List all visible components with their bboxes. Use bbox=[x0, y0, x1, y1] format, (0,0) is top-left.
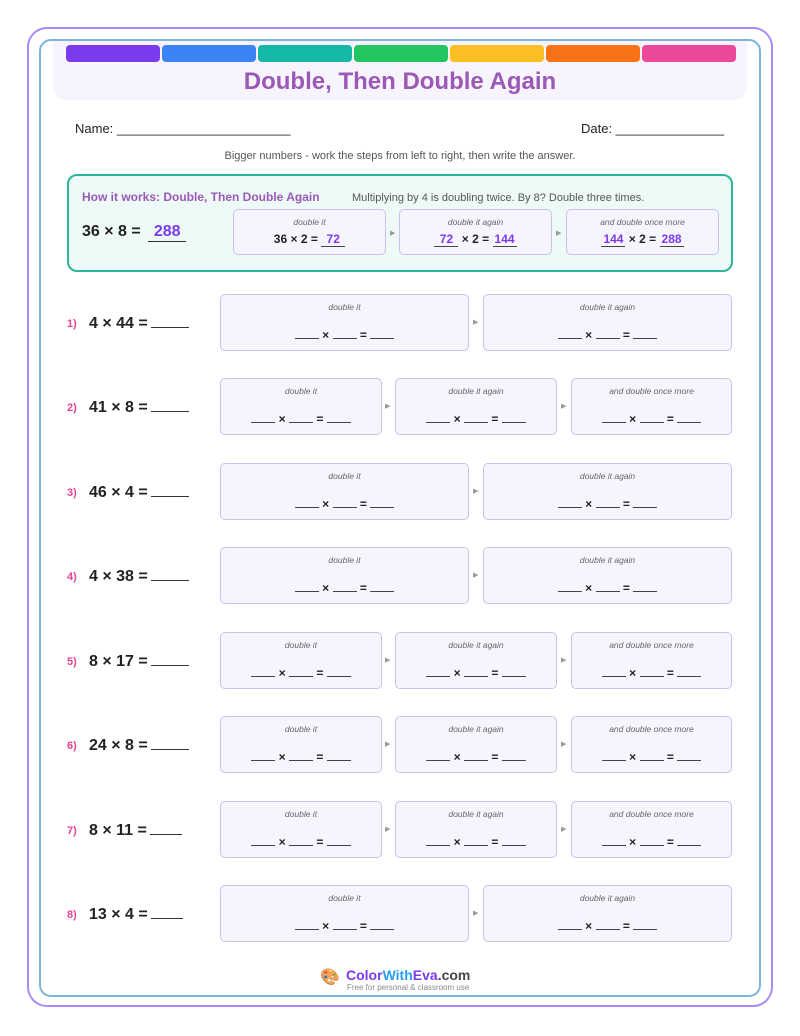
operator-symbol: = bbox=[313, 666, 327, 680]
step-box bbox=[571, 801, 732, 858]
operator-symbol: = bbox=[356, 497, 371, 511]
arrow-right-icon: ▶ bbox=[390, 230, 396, 237]
blank-result[interactable] bbox=[370, 328, 394, 339]
arrow-right-icon: ▶ bbox=[561, 403, 567, 410]
step-result-value: 288 bbox=[661, 232, 682, 246]
step-caption: double it again bbox=[448, 386, 504, 396]
step-box bbox=[483, 547, 732, 604]
blank-multiplier[interactable] bbox=[289, 412, 313, 423]
step-equation bbox=[572, 750, 731, 764]
blank-multiplier[interactable] bbox=[596, 581, 620, 592]
step-box bbox=[220, 294, 469, 351]
step-multiplier: 2 bbox=[300, 232, 308, 246]
problem-number: 7) bbox=[67, 825, 77, 837]
operator-symbol: × bbox=[625, 412, 640, 426]
problem-number: 8) bbox=[67, 909, 77, 921]
arrow-right-icon: ▶ bbox=[473, 910, 479, 917]
blank-input[interactable] bbox=[251, 750, 275, 761]
step-equation bbox=[572, 835, 731, 849]
step-caption: double it bbox=[328, 893, 361, 903]
step-equation bbox=[484, 328, 731, 342]
operator-symbol: = bbox=[619, 919, 634, 933]
example-problem bbox=[82, 223, 186, 242]
step-equation bbox=[572, 666, 731, 680]
operator-symbol: × bbox=[275, 412, 289, 426]
operator-symbol: = bbox=[356, 919, 371, 933]
step-box bbox=[220, 463, 469, 520]
problem-text bbox=[89, 821, 182, 840]
arrow-right-icon: ▶ bbox=[473, 572, 479, 579]
step-equation bbox=[396, 666, 556, 680]
problem-number: 3) bbox=[67, 487, 77, 499]
problem-expression: 24 × 8 = bbox=[89, 737, 148, 754]
answer-blank[interactable] bbox=[151, 905, 183, 919]
problem-expression: 46 × 4 = bbox=[89, 484, 148, 501]
operator-symbol: × bbox=[450, 666, 464, 680]
step-caption: double it bbox=[284, 724, 318, 734]
arrow-right-icon: ▶ bbox=[556, 230, 562, 237]
blank-result[interactable] bbox=[327, 666, 351, 677]
blank-input[interactable] bbox=[295, 497, 319, 508]
arrow-right-icon: ▶ bbox=[385, 741, 391, 748]
arrow-right-icon: ▶ bbox=[473, 488, 479, 495]
blank-result[interactable] bbox=[370, 919, 394, 930]
step-equation bbox=[396, 412, 556, 426]
color-strip-segment bbox=[258, 45, 352, 62]
step-equation bbox=[221, 666, 381, 680]
blank-multiplier[interactable] bbox=[289, 750, 313, 761]
operator-symbol: = bbox=[488, 412, 502, 426]
operator-symbol: × bbox=[450, 835, 464, 849]
step-equation bbox=[221, 497, 468, 511]
blank-input[interactable] bbox=[426, 666, 450, 677]
step-caption: double it bbox=[328, 555, 361, 565]
problem-text bbox=[89, 398, 189, 417]
color-strip-segment bbox=[450, 45, 544, 62]
operator-symbol: = bbox=[478, 232, 493, 246]
step-caption: double it bbox=[328, 302, 361, 312]
name-field[interactable]: Name: ________________________ bbox=[75, 121, 291, 136]
blank-input[interactable] bbox=[602, 835, 626, 846]
step-caption: and double once more bbox=[600, 217, 685, 227]
answer-blank[interactable] bbox=[151, 736, 189, 750]
operator-symbol: × bbox=[275, 835, 289, 849]
blank-result[interactable] bbox=[327, 750, 351, 761]
problem-number: 4) bbox=[67, 571, 77, 583]
problem-text bbox=[89, 314, 189, 333]
blank-input[interactable] bbox=[558, 328, 582, 339]
step-equation bbox=[396, 750, 556, 764]
answer-blank[interactable] bbox=[151, 483, 189, 497]
problem-text bbox=[89, 905, 183, 924]
problem-text bbox=[89, 652, 189, 671]
step-box bbox=[220, 632, 382, 689]
blank-input[interactable] bbox=[295, 919, 319, 930]
operator-symbol: × bbox=[450, 412, 464, 426]
blank-result[interactable] bbox=[677, 835, 701, 846]
step-caption: double it bbox=[284, 386, 318, 396]
operator-symbol: × bbox=[275, 750, 289, 764]
operator-symbol: × bbox=[318, 497, 333, 511]
blank-multiplier[interactable] bbox=[640, 666, 664, 677]
step-caption: double it again bbox=[448, 640, 504, 650]
blank-multiplier[interactable] bbox=[596, 497, 620, 508]
step-equation bbox=[234, 232, 385, 247]
blank-multiplier[interactable] bbox=[640, 835, 664, 846]
step-box bbox=[220, 716, 382, 773]
step-caption: double it again bbox=[448, 809, 504, 819]
operator-symbol: × bbox=[625, 666, 640, 680]
operator-symbol: × bbox=[275, 666, 289, 680]
step-box bbox=[220, 885, 469, 942]
color-strip-segment bbox=[546, 45, 640, 62]
step-caption: double it again bbox=[579, 555, 636, 565]
operator-symbol: = bbox=[488, 835, 502, 849]
operator-symbol: × bbox=[625, 835, 640, 849]
blank-input[interactable] bbox=[426, 750, 450, 761]
blank-input[interactable] bbox=[251, 835, 275, 846]
blank-result[interactable] bbox=[370, 497, 394, 508]
blank-multiplier[interactable] bbox=[640, 412, 664, 423]
step-equation bbox=[221, 581, 468, 595]
blank-multiplier[interactable] bbox=[333, 581, 357, 592]
blank-input[interactable] bbox=[295, 581, 319, 592]
operator-symbol: × bbox=[581, 328, 596, 342]
problem-expression: 4 × 38 = bbox=[89, 568, 148, 585]
step-caption: double it bbox=[284, 640, 318, 650]
rainbow-color-strip bbox=[66, 45, 736, 62]
example-title: How it works: Double, Then Double Again bbox=[82, 190, 320, 204]
step-caption: double it again bbox=[579, 302, 636, 312]
blank-multiplier[interactable] bbox=[464, 666, 488, 677]
step-equation bbox=[484, 497, 731, 511]
blank-multiplier[interactable] bbox=[464, 412, 488, 423]
step-box bbox=[220, 378, 382, 435]
blank-result[interactable] bbox=[633, 581, 657, 592]
operator-symbol: = bbox=[663, 750, 678, 764]
color-strip-segment bbox=[162, 45, 256, 62]
step-caption: double it again bbox=[579, 471, 636, 481]
step-box bbox=[399, 209, 552, 255]
problem-expression: 8 × 17 = bbox=[89, 653, 148, 670]
blank-result[interactable] bbox=[633, 919, 657, 930]
blank-result[interactable] bbox=[502, 412, 526, 423]
arrow-right-icon: ▶ bbox=[385, 657, 391, 664]
step-box bbox=[220, 547, 469, 604]
step-box bbox=[395, 716, 557, 773]
answer-blank[interactable] bbox=[151, 652, 189, 666]
arrow-right-icon: ▶ bbox=[473, 319, 479, 326]
step-box bbox=[571, 378, 732, 435]
step-multiplier: 2 bbox=[639, 232, 646, 246]
color-strip-segment bbox=[642, 45, 736, 62]
step-box bbox=[483, 294, 732, 351]
example-note: Multiplying by 4 is doubling twice. By 8? Double three times. bbox=[352, 192, 645, 204]
arrow-right-icon: ▶ bbox=[385, 403, 391, 410]
step-caption: and double once more bbox=[609, 724, 694, 734]
step-result-value: 144 bbox=[494, 232, 515, 246]
operator-symbol: = bbox=[619, 497, 634, 511]
blank-input[interactable] bbox=[251, 666, 275, 677]
step-box bbox=[483, 463, 732, 520]
operator-symbol: × bbox=[318, 581, 333, 595]
problem-number: 6) bbox=[67, 740, 77, 752]
step-box bbox=[220, 801, 382, 858]
blank-result[interactable] bbox=[677, 666, 701, 677]
color-strip-segment bbox=[66, 45, 160, 62]
blank-input[interactable] bbox=[426, 835, 450, 846]
step-equation bbox=[572, 412, 731, 426]
blank-input[interactable] bbox=[558, 581, 582, 592]
blank-result[interactable] bbox=[633, 328, 657, 339]
step-box bbox=[571, 632, 732, 689]
operator-symbol: = bbox=[645, 232, 660, 246]
operator-symbol: = bbox=[307, 232, 322, 246]
step-box bbox=[233, 209, 386, 255]
blank-input[interactable] bbox=[426, 412, 450, 423]
blank-result[interactable] bbox=[327, 412, 351, 423]
operator-symbol: × bbox=[625, 232, 640, 246]
blank-result[interactable] bbox=[370, 581, 394, 592]
answer-blank[interactable] bbox=[151, 567, 189, 581]
arrow-right-icon: ▶ bbox=[561, 741, 567, 748]
operator-symbol: = bbox=[313, 750, 327, 764]
problem-number: 2) bbox=[67, 402, 77, 414]
blank-result[interactable] bbox=[327, 835, 351, 846]
blank-input[interactable] bbox=[558, 497, 582, 508]
step-caption: double it bbox=[293, 217, 326, 227]
operator-symbol: = bbox=[356, 581, 371, 595]
operator-symbol: = bbox=[313, 835, 327, 849]
operator-symbol: × bbox=[581, 919, 596, 933]
blank-input[interactable] bbox=[558, 919, 582, 930]
step-box bbox=[395, 378, 557, 435]
worksheet-title: Double, Then Double Again bbox=[243, 68, 557, 95]
step-input-value: 144 bbox=[603, 232, 624, 246]
step-caption: double it again bbox=[447, 217, 504, 227]
step-equation bbox=[396, 835, 556, 849]
blank-result[interactable] bbox=[633, 497, 657, 508]
step-box bbox=[571, 716, 732, 773]
blank-result[interactable] bbox=[677, 750, 701, 761]
blank-multiplier[interactable] bbox=[596, 328, 620, 339]
problem-expression: 13 × 4 = bbox=[89, 906, 148, 923]
operator-symbol: × bbox=[581, 581, 596, 595]
step-caption: double it bbox=[284, 809, 318, 819]
blank-multiplier[interactable] bbox=[333, 919, 357, 930]
step-equation bbox=[221, 328, 468, 342]
operator-symbol: = bbox=[619, 328, 634, 342]
step-equation bbox=[221, 835, 381, 849]
brand-name: ColorWithEva.com bbox=[346, 967, 471, 983]
step-input-value: 72 bbox=[434, 232, 458, 247]
step-caption: double it bbox=[328, 471, 361, 481]
step-caption: and double once more bbox=[609, 640, 694, 650]
blank-result[interactable] bbox=[502, 666, 526, 677]
arrow-right-icon: ▶ bbox=[385, 826, 391, 833]
blank-result[interactable] bbox=[677, 412, 701, 423]
step-equation bbox=[400, 232, 551, 247]
operator-symbol: × bbox=[318, 919, 333, 933]
operator-symbol: × bbox=[581, 497, 596, 511]
blank-multiplier[interactable] bbox=[289, 666, 313, 677]
operator-symbol: × bbox=[458, 232, 473, 246]
operator-symbol: × bbox=[450, 750, 464, 764]
arrow-right-icon: ▶ bbox=[561, 826, 567, 833]
footer-tagline: Free for personal & classroom use bbox=[347, 983, 470, 992]
date-field[interactable]: Date: _______________ bbox=[581, 121, 725, 136]
step-multiplier: 2 bbox=[472, 232, 479, 246]
blank-multiplier[interactable] bbox=[640, 750, 664, 761]
operator-symbol: = bbox=[663, 666, 678, 680]
blank-multiplier[interactable] bbox=[333, 328, 357, 339]
instructions: Bigger numbers - work the steps from left to right, then write the answer. bbox=[224, 150, 576, 162]
step-equation bbox=[567, 232, 718, 247]
step-equation bbox=[484, 581, 731, 595]
blank-multiplier[interactable] bbox=[464, 835, 488, 846]
step-caption: double it again bbox=[579, 893, 636, 903]
step-equation bbox=[221, 412, 381, 426]
problem-text bbox=[89, 567, 189, 586]
step-box bbox=[395, 801, 557, 858]
operator-symbol: = bbox=[488, 750, 502, 764]
blank-input[interactable] bbox=[295, 328, 319, 339]
problem-expression: 8 × 11 = bbox=[89, 822, 147, 839]
operator-symbol: = bbox=[663, 835, 678, 849]
operator-symbol: × bbox=[318, 328, 333, 342]
blank-multiplier[interactable] bbox=[464, 750, 488, 761]
blank-result[interactable] bbox=[502, 750, 526, 761]
blank-input[interactable] bbox=[602, 750, 626, 761]
blank-input[interactable] bbox=[602, 412, 626, 423]
problem-text bbox=[89, 483, 189, 502]
step-caption: double it again bbox=[448, 724, 504, 734]
step-caption: and double once more bbox=[609, 386, 694, 396]
operator-symbol: = bbox=[619, 581, 634, 595]
operator-symbol: = bbox=[356, 328, 371, 342]
example-answer: 288 bbox=[148, 223, 186, 242]
blank-multiplier[interactable] bbox=[289, 835, 313, 846]
blank-multiplier[interactable] bbox=[596, 919, 620, 930]
step-box bbox=[395, 632, 557, 689]
operator-symbol: × bbox=[287, 232, 301, 246]
step-equation bbox=[221, 919, 468, 933]
answer-blank[interactable] bbox=[151, 398, 189, 412]
operator-symbol: × bbox=[625, 750, 640, 764]
operator-symbol: = bbox=[313, 412, 327, 426]
blank-multiplier[interactable] bbox=[333, 497, 357, 508]
step-result-value: 72 bbox=[321, 232, 345, 247]
operator-symbol: = bbox=[488, 666, 502, 680]
blank-input[interactable] bbox=[602, 666, 626, 677]
blank-result[interactable] bbox=[502, 835, 526, 846]
step-equation bbox=[221, 750, 381, 764]
arrow-right-icon: ▶ bbox=[561, 657, 567, 664]
problem-expression: 41 × 8 = bbox=[89, 399, 148, 416]
color-strip-segment bbox=[354, 45, 448, 62]
problem-expression: 4 × 44 = bbox=[89, 315, 148, 332]
problem-number: 5) bbox=[67, 656, 77, 668]
problem-number: 1) bbox=[67, 318, 77, 330]
step-equation bbox=[484, 919, 731, 933]
palette-icon: 🎨 bbox=[320, 969, 340, 986]
step-input-value: 36 bbox=[273, 232, 288, 246]
blank-input[interactable] bbox=[251, 412, 275, 423]
step-box bbox=[483, 885, 732, 942]
answer-blank[interactable] bbox=[150, 821, 182, 835]
example-problem-text: 36 × 8 = bbox=[82, 223, 141, 240]
answer-blank[interactable] bbox=[151, 314, 189, 328]
problem-text bbox=[89, 736, 189, 755]
step-box bbox=[566, 209, 719, 255]
operator-symbol: = bbox=[663, 412, 678, 426]
step-caption: and double once more bbox=[609, 809, 694, 819]
